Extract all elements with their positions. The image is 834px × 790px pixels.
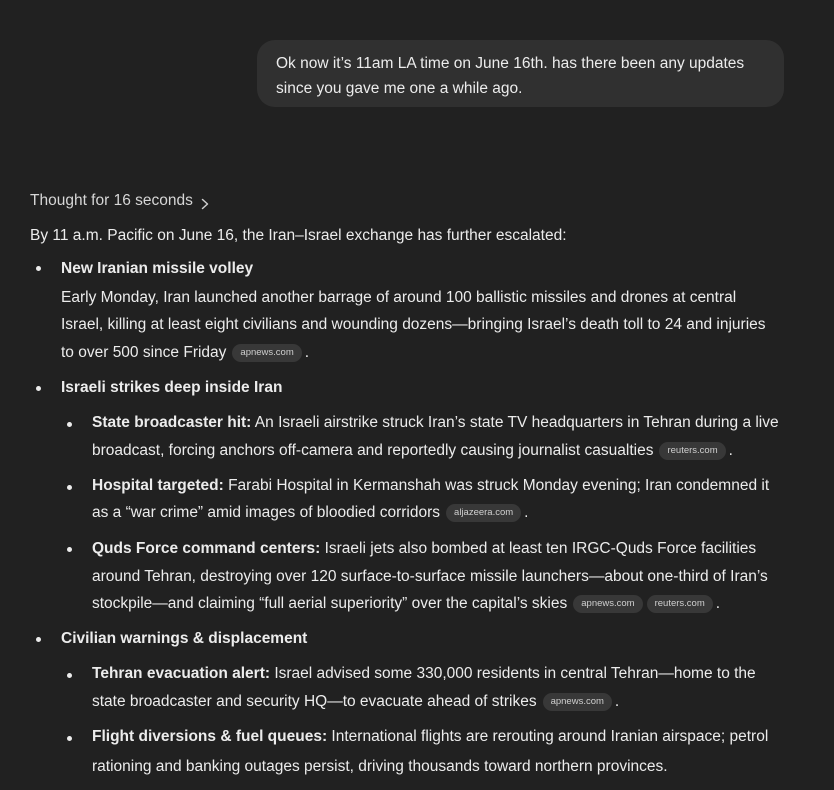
item-text: broadcast, forcing anchors off-camera and reportedly causing journalist casualties bbox=[92, 442, 654, 459]
source-chip-reuters[interactable]: reuters.com bbox=[647, 595, 713, 613]
sentence-period: . bbox=[715, 595, 721, 612]
item-line bbox=[92, 536, 756, 562]
response-intro: By 11 a.m. Pacific on June 16, the Iran–Israel exchange has further escalated: bbox=[30, 227, 567, 244]
item-line-with-source bbox=[92, 438, 733, 464]
item-text: Farabi Hospital in Kermanshah was struck Monday evening; Iran condemned it bbox=[223, 477, 770, 494]
item-line bbox=[92, 473, 769, 499]
item-line-with-source bbox=[92, 500, 528, 526]
sentence-period: . bbox=[728, 442, 733, 459]
item-text: Israel advised some 330,000 residents in central Tehran—home to the bbox=[270, 665, 756, 682]
item-text: Israeli jets also bombed at least ten IRGC-Quds Force facilities bbox=[320, 540, 757, 557]
item-line-with-source bbox=[92, 689, 619, 715]
user-message-line-2: since you gave me one a while ago. bbox=[276, 80, 523, 97]
source-chip-apnews[interactable]: apnews.com bbox=[543, 693, 612, 711]
source-chip-aljazeera[interactable]: aljazeera.com bbox=[446, 504, 521, 522]
user-message-line-1: Ok now it’s 11am LA time on June 16th. has there been any updates bbox=[276, 55, 745, 72]
item-line bbox=[92, 724, 768, 750]
chevron-right-icon bbox=[199, 194, 211, 208]
section-title-israeli-strikes: Israeli strikes deep inside Iran bbox=[61, 379, 283, 396]
bullet-dot bbox=[67, 422, 72, 427]
section-text-line: Early Monday, Iran launched another barrage of around 100 ballistic missiles and drones at central bbox=[61, 289, 737, 306]
item-line bbox=[92, 661, 756, 687]
item-label-state-broadcaster: State broadcaster hit: bbox=[92, 414, 252, 431]
thought-toggle[interactable] bbox=[30, 188, 211, 214]
sentence-period: . bbox=[524, 504, 529, 521]
item-text: as a “war crime” amid images of bloodied corridors bbox=[92, 504, 441, 521]
section-title-missile-volley: New Iranian missile volley bbox=[61, 260, 254, 277]
item-line bbox=[92, 410, 779, 436]
bullet-dot bbox=[36, 266, 41, 271]
bullet-dot bbox=[67, 547, 72, 552]
item-label-evacuation: Tehran evacuation alert: bbox=[92, 665, 271, 682]
section-text-line: Israel, killing at least eight civilians and wounding dozens—bringing Israel’s death toll to 24 and injuries bbox=[61, 316, 766, 333]
item-text: state broadcaster and security HQ—to evacuate ahead of strikes bbox=[92, 693, 537, 710]
bullet-dot bbox=[67, 673, 72, 678]
bullet-dot bbox=[36, 637, 41, 642]
section-text-line-with-source bbox=[61, 340, 309, 366]
bullet-dot bbox=[67, 736, 72, 741]
section-title-civilian-warnings: Civilian warnings & displacement bbox=[61, 630, 308, 647]
source-chip-apnews[interactable]: apnews.com bbox=[232, 344, 301, 362]
item-text: International flights are rerouting around Iranian airspace; petrol bbox=[327, 728, 769, 745]
user-message-bubble bbox=[257, 40, 784, 107]
item-line: rationing and banking outages persist, driving thousands toward northern provinces. bbox=[92, 758, 668, 775]
bullet-dot bbox=[67, 485, 72, 490]
item-text: An Israeli airstrike struck Iran’s state TV headquarters in Tehran during a live bbox=[251, 414, 779, 431]
sentence-period: . bbox=[614, 693, 620, 710]
item-label-hospital: Hospital targeted: bbox=[92, 477, 224, 494]
bullet-dot bbox=[36, 386, 41, 391]
section-text: to over 500 since Friday bbox=[61, 344, 227, 361]
item-line-with-source bbox=[92, 591, 720, 617]
source-chip-apnews[interactable]: apnews.com bbox=[573, 595, 642, 613]
thought-label: Thought for 16 seconds bbox=[30, 192, 193, 209]
source-chip-reuters[interactable]: reuters.com bbox=[659, 442, 725, 460]
item-label-quds-force: Quds Force command centers: bbox=[92, 540, 321, 557]
item-text: stockpile—and claiming “full aerial superiority” over the capital’s skies bbox=[92, 595, 568, 612]
item-label-flight-diversions: Flight diversions & fuel queues: bbox=[92, 728, 328, 745]
item-line: around Tehran, destroying over 120 surface-to-surface missile launchers—about one-third of Iran’s bbox=[92, 568, 768, 585]
sentence-period: . bbox=[304, 344, 310, 361]
